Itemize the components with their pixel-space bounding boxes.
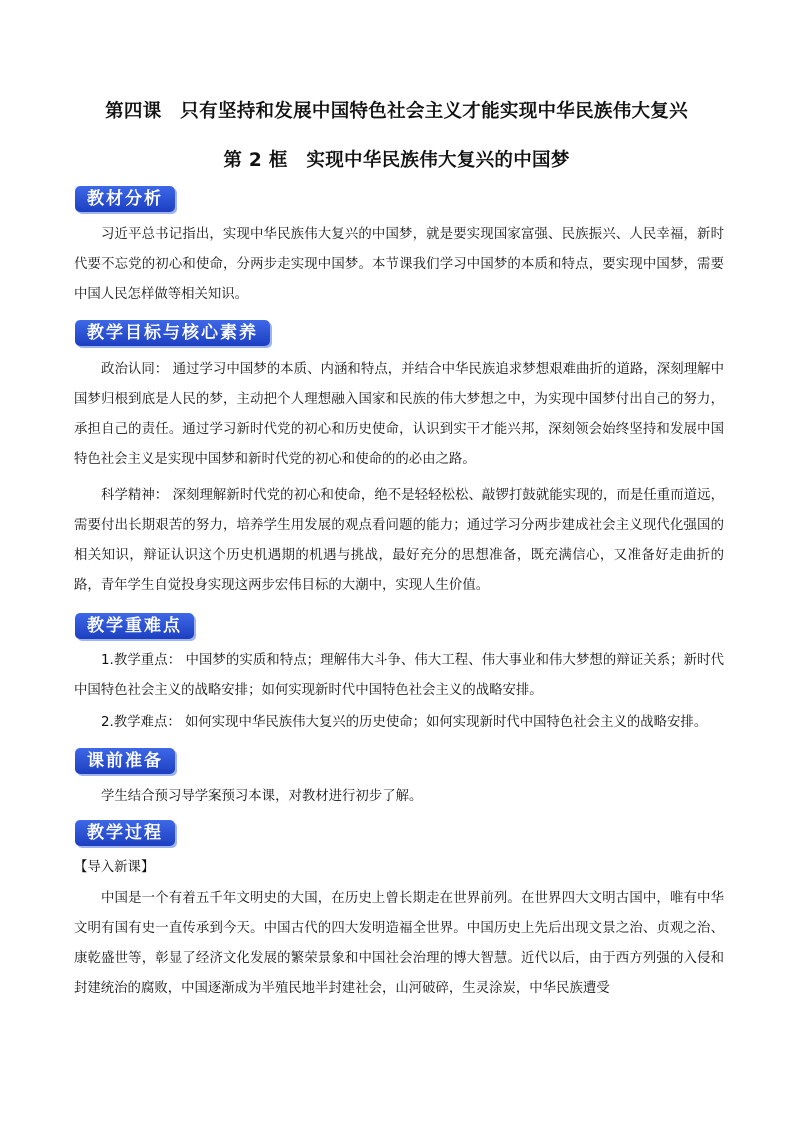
intro-body: 中国是一个有着五千年文明史的大国，在历史上曾长期走在世界前列。在世界四大文明古国中，唯有中华文明有国有史一直传承到今天。中国古代的四大发明造福全世界。中国历史上先后出现文景之治、贞观之治、康乾盛世等，彰显了经济文化发展的繁荣景象和中国社会治理的博大智慧。近代以后，由于西方列强的入侵和封建统治的腐败，中国逐渐成为半殖民地半封建社会，山河破碎，生灵涂炭，中华民族遭受 xyxy=(74,891,724,996)
objectives-science: 科学精神： 深刻理解新时代党的初心和使命，绝不是轻轻松松、敲锣打鼓就能实现的，而是任重而道远，需要付出长期艰苦的努力，培养学生用发展的观点看问题的能力；通过学习分两步建成社会主义现代化强国的相关知识，辩证认识这个历史机遇期的机遇与挑战，最好充分的思想准备，既充满信心，又准备好走曲折的路，青年学生自觉投身实现这两步宏伟目标的大潮中，实现人生价值。 xyxy=(74,488,724,593)
lesson-title: 第四课 只有坚持和发展中国特色社会主义才能实现中华民族伟大复兴 xyxy=(105,101,688,122)
intro-label: 【导入新课】 xyxy=(74,860,155,875)
textbook-analysis-body: 习近平总书记指出，实现中华民族伟大复兴的中国梦，就是要实现国家富强、民族振兴、人民幸福，新时代要不忘党的初心和使命，分两步走实现中国梦。本节课我们学习中国梦的本质和特点，要实现中国梦，需要中国人民怎样做等相关知识。 xyxy=(74,227,724,302)
key-point-1: 1.教学重点： 中国梦的实质和特点；理解伟大斗争、伟大工程、伟大事业和伟大梦想的辩证关系；新时代中国特色社会主义的战略安排；如何实现新时代中国特色社会主义的战略安排。 xyxy=(74,653,724,698)
heading-preparation: 课前准备 xyxy=(75,748,175,774)
heading-objectives: 教学目标与核心素养 xyxy=(75,320,270,346)
heading-process: 教学过程 xyxy=(75,820,175,846)
heading-key-points: 教学重难点 xyxy=(75,613,194,639)
heading-textbook-analysis: 教材分析 xyxy=(75,186,175,212)
section-title: 第 2 框 实现中华民族伟大复兴的中国梦 xyxy=(223,150,570,171)
objectives-political: 政治认同： 通过学习中国梦的本质、内涵和特点，并结合中华民族追求梦想艰难曲折的道路，深刻理解中国梦归根到底是人民的梦，主动把个人理想融入国家和民族的伟大梦想之中，为实现中国梦付出自己的努力，承担自己的责任。通过学习新时代党的初心和历史使命，认识到实干才能兴邦，深刻领会始终坚持和发展中国特色社会主义是实现中国梦和新时代党的初心和使命的的必由之路。 xyxy=(74,362,724,467)
key-point-2: 2.教学难点： 如何实现中华民族伟大复兴的历史使命；如何实现新时代中国特色社会主义的战略安排。 xyxy=(101,715,708,730)
preparation-body: 学生结合预习导学案预习本课，对教材进行初步了解。 xyxy=(101,789,423,804)
